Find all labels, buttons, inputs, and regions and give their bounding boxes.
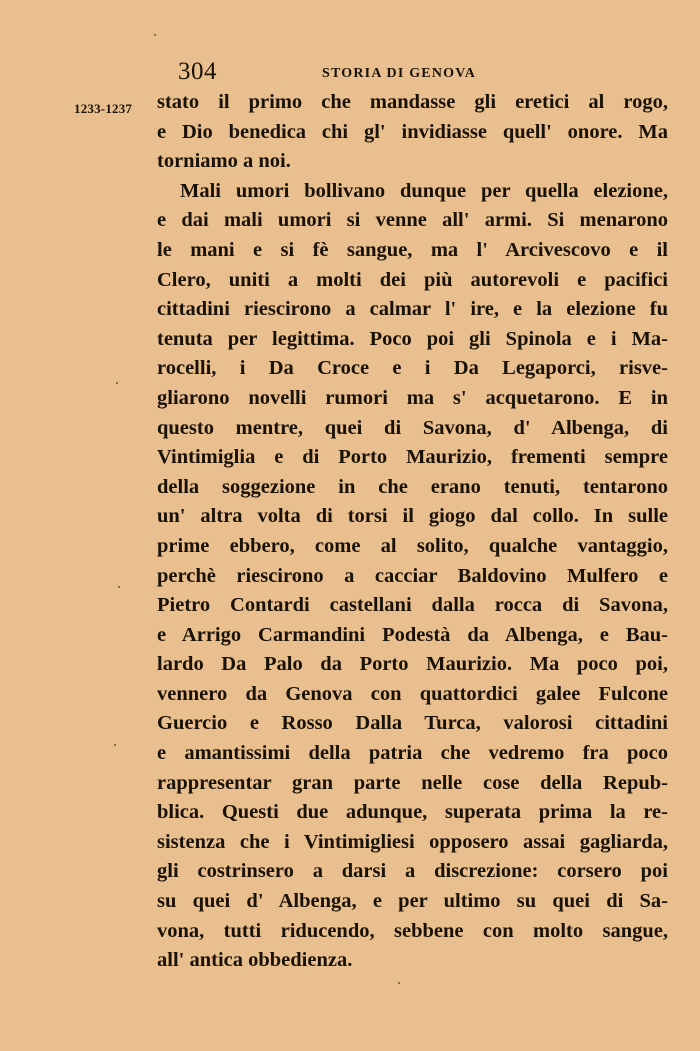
body-text [157, 88, 668, 976]
text-line: vona, tutti riducendo, sebbene con molto sangue, [157, 919, 668, 942]
text-line: Guercio e Rosso Dalla Turca, valorosi cittadini [157, 712, 668, 735]
text-line: vennero da Genova con quattordici galee Fulcone [157, 682, 668, 705]
text-line: all' antica obbedienza. [157, 949, 353, 972]
text-line: su quei d' Albenga, e per ultimo su quei di Sa- [157, 890, 668, 913]
margin-date-note: 1233-1237 [74, 101, 133, 116]
text-line: sistenza che i Vintimigliesi opposero assai gagliarda, [157, 830, 668, 853]
text-line: perchè riescirono a cacciar Baldovino Mulfero e [157, 564, 668, 587]
scan-speck [398, 982, 400, 984]
text-line: stato il primo che mandasse gli eretici al rogo, [157, 91, 668, 113]
text-line: gli costrinsero a darsi a discrezione: corsero poi [157, 860, 668, 883]
text-line: torniamo a noi. [157, 150, 291, 173]
page-number: 304 [178, 58, 217, 85]
text-line: questo mentre, quei di Savona, d' Albenga, di [157, 416, 668, 439]
text-line: e dai mali umori si venne all' armi. Si menarono [157, 209, 668, 232]
text-line: e Dio benedica chi gl' invidiasse quell' onore. Ma [157, 120, 668, 143]
scan-speck [116, 382, 118, 384]
text-line: le mani e si fè sangue, ma l' Arcivescovo e il [157, 238, 668, 261]
running-head: STORIA DI GENOVA [322, 66, 477, 81]
text-line: rocelli, i Da Croce e i Da Legaporci, risve- [157, 357, 668, 380]
scan-speck [154, 34, 156, 36]
text-line: della soggezione in che erano tenuti, tentarono [157, 475, 668, 498]
text-line: rappresentar gran parte nelle cose della Repub- [157, 771, 668, 794]
text-line: e Arrigo Carmandini Podestà da Albenga, e Bau- [157, 623, 668, 646]
text-line: tenuta per legittima. Poco poi gli Spinola e i Ma- [157, 327, 668, 350]
scan-speck [118, 586, 120, 588]
scan-speck [114, 744, 116, 746]
text-line: lardo Da Palo da Porto Maurizio. Ma poco poi, [157, 653, 668, 676]
text-line: blica. Questi due adunque, superata prima la re- [157, 801, 668, 824]
text-line: prime ebbero, come al solito, qualche vantaggio, [157, 534, 668, 557]
text-line: un' altra volta di torsi il giogo dal collo. In sulle [157, 505, 668, 528]
text-line: Pietro Contardi castellani dalla rocca di Savona, [157, 594, 668, 617]
text-line: cittadini riescirono a calmar l' ire, e la elezione fu [157, 298, 668, 321]
text-line: Clero, uniti a molti dei più autorevoli e pacifici [157, 268, 668, 291]
text-line: gliarono novelli rumori ma s' acquetarono. E in [157, 386, 668, 409]
paragraph-first-line: Mali umori bollivano dunque per quella elezione, [180, 179, 668, 202]
text-line: e amantissimi della patria che vedremo fra poco [157, 742, 668, 765]
text-line: Vintimiglia e di Porto Maurizio, frementi sempre [157, 446, 668, 469]
